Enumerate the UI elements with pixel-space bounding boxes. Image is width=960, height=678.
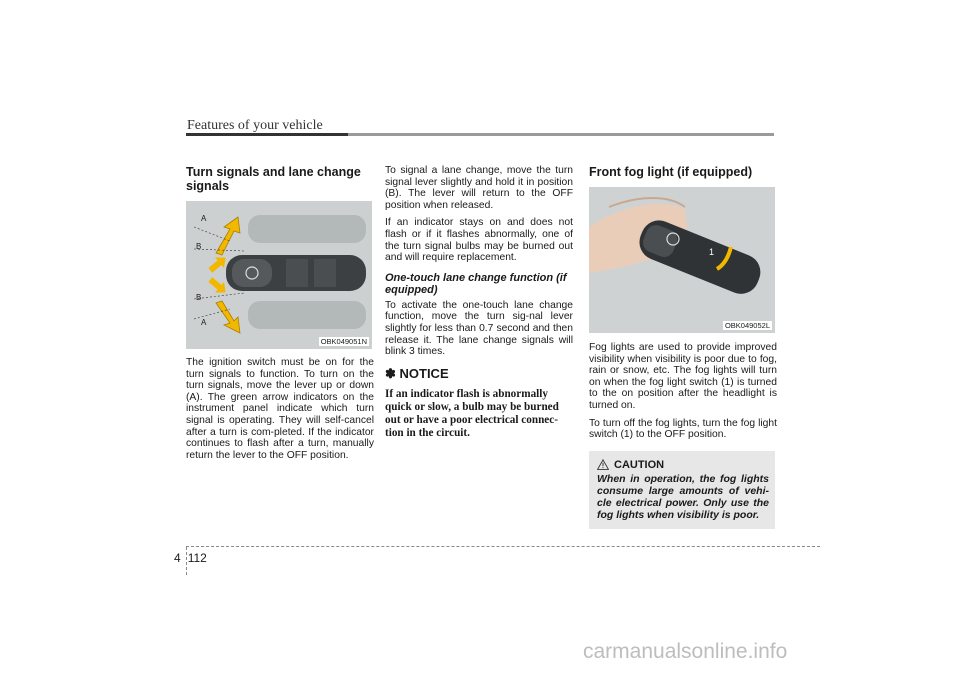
figure-code: OBK049051N: [320, 337, 367, 346]
one-touch-subheading: One-touch lane change function (if equipped): [385, 271, 567, 296]
fog-light-off-paragraph: To turn off the fog lights, turn the fog light switch (1) to the OFF position.: [589, 417, 777, 441]
page-number-value: 112: [187, 551, 207, 565]
warning-triangle-icon: [597, 459, 609, 470]
fog-switch-label: 1: [709, 247, 715, 257]
fog-light-switch-figure: [589, 187, 775, 333]
caution-text: When in operation, the fog lights consume large amounts of vehi-cle electrical power. Only use the fog lights when visibility is poor.: [597, 472, 769, 521]
fog-light-heading: Front fog light (if equipped): [589, 165, 753, 179]
turn-signal-lever-figure: [186, 201, 372, 349]
footer-rule: [186, 546, 820, 547]
indicator-paragraph: If an indicator stays on and does not flash or if it flashes abnormally, one of the turn signal bulbs may be burned out and will require replacement.: [385, 217, 573, 264]
figure-label-b-bottom: B: [196, 293, 202, 302]
page-number: [174, 551, 207, 565]
caution-title: CAUTION: [614, 458, 665, 471]
notice-body: If an indicator flash is abnormally quick or slow, a bulb may be burned out or have a poor electrical connec-tion in the circuit.: [385, 387, 559, 439]
column-fog-light: [589, 165, 777, 529]
lane-change-paragraph: To signal a lane change, move the turn signal lever slightly and hold it in position (B). The lever will return to the OFF position when released.: [385, 165, 573, 211]
fog-light-illustration: [589, 187, 775, 333]
notice-title: ✽ NOTICE: [385, 365, 449, 381]
caution-heading: [597, 459, 769, 471]
column-lane-change: [385, 165, 573, 440]
caution-box: [589, 451, 775, 529]
fog-light-paragraph: Fog lights are used to provide improved visibility when visibility is poor due to fog, rain or snow, etc. The fog lights will turn on when the fog light switch (1) is turned to the on position after the headlight is turned on.: [589, 342, 777, 411]
chapter-number: 4: [174, 551, 181, 565]
section-title: Features of your vehicle: [187, 118, 323, 133]
figure-label-b-top: B: [196, 242, 202, 251]
one-touch-paragraph: To activate the one-touch lane change function, move the turn sig-nal lever slightly for less than 0.7 second and then release it. The lane change signals will blink 3 times.: [385, 299, 573, 358]
turn-signals-heading: Turn signals and lane change signals: [186, 165, 361, 193]
figure-label-a-bottom: A: [201, 318, 207, 327]
header-rule: [186, 133, 774, 136]
figure-code: OBK049052L: [724, 321, 770, 330]
figure-label-a-top: A: [201, 214, 207, 223]
column-turn-signals: [186, 165, 374, 467]
watermark: carmanualsonline.info: [583, 640, 788, 663]
turn-signal-illustration: [186, 201, 372, 349]
turn-signals-paragraph: The ignition switch must be on for the turn signals to function. To turn on the turn signals, move the lever up or down (A). The green arrow indicators on the instrument panel indicate which turn signal is operating. They will self-cancel after a turn is com-pleted. If the indicator continues to flash after a turn, manually return the lever to the OFF position.: [186, 357, 374, 461]
